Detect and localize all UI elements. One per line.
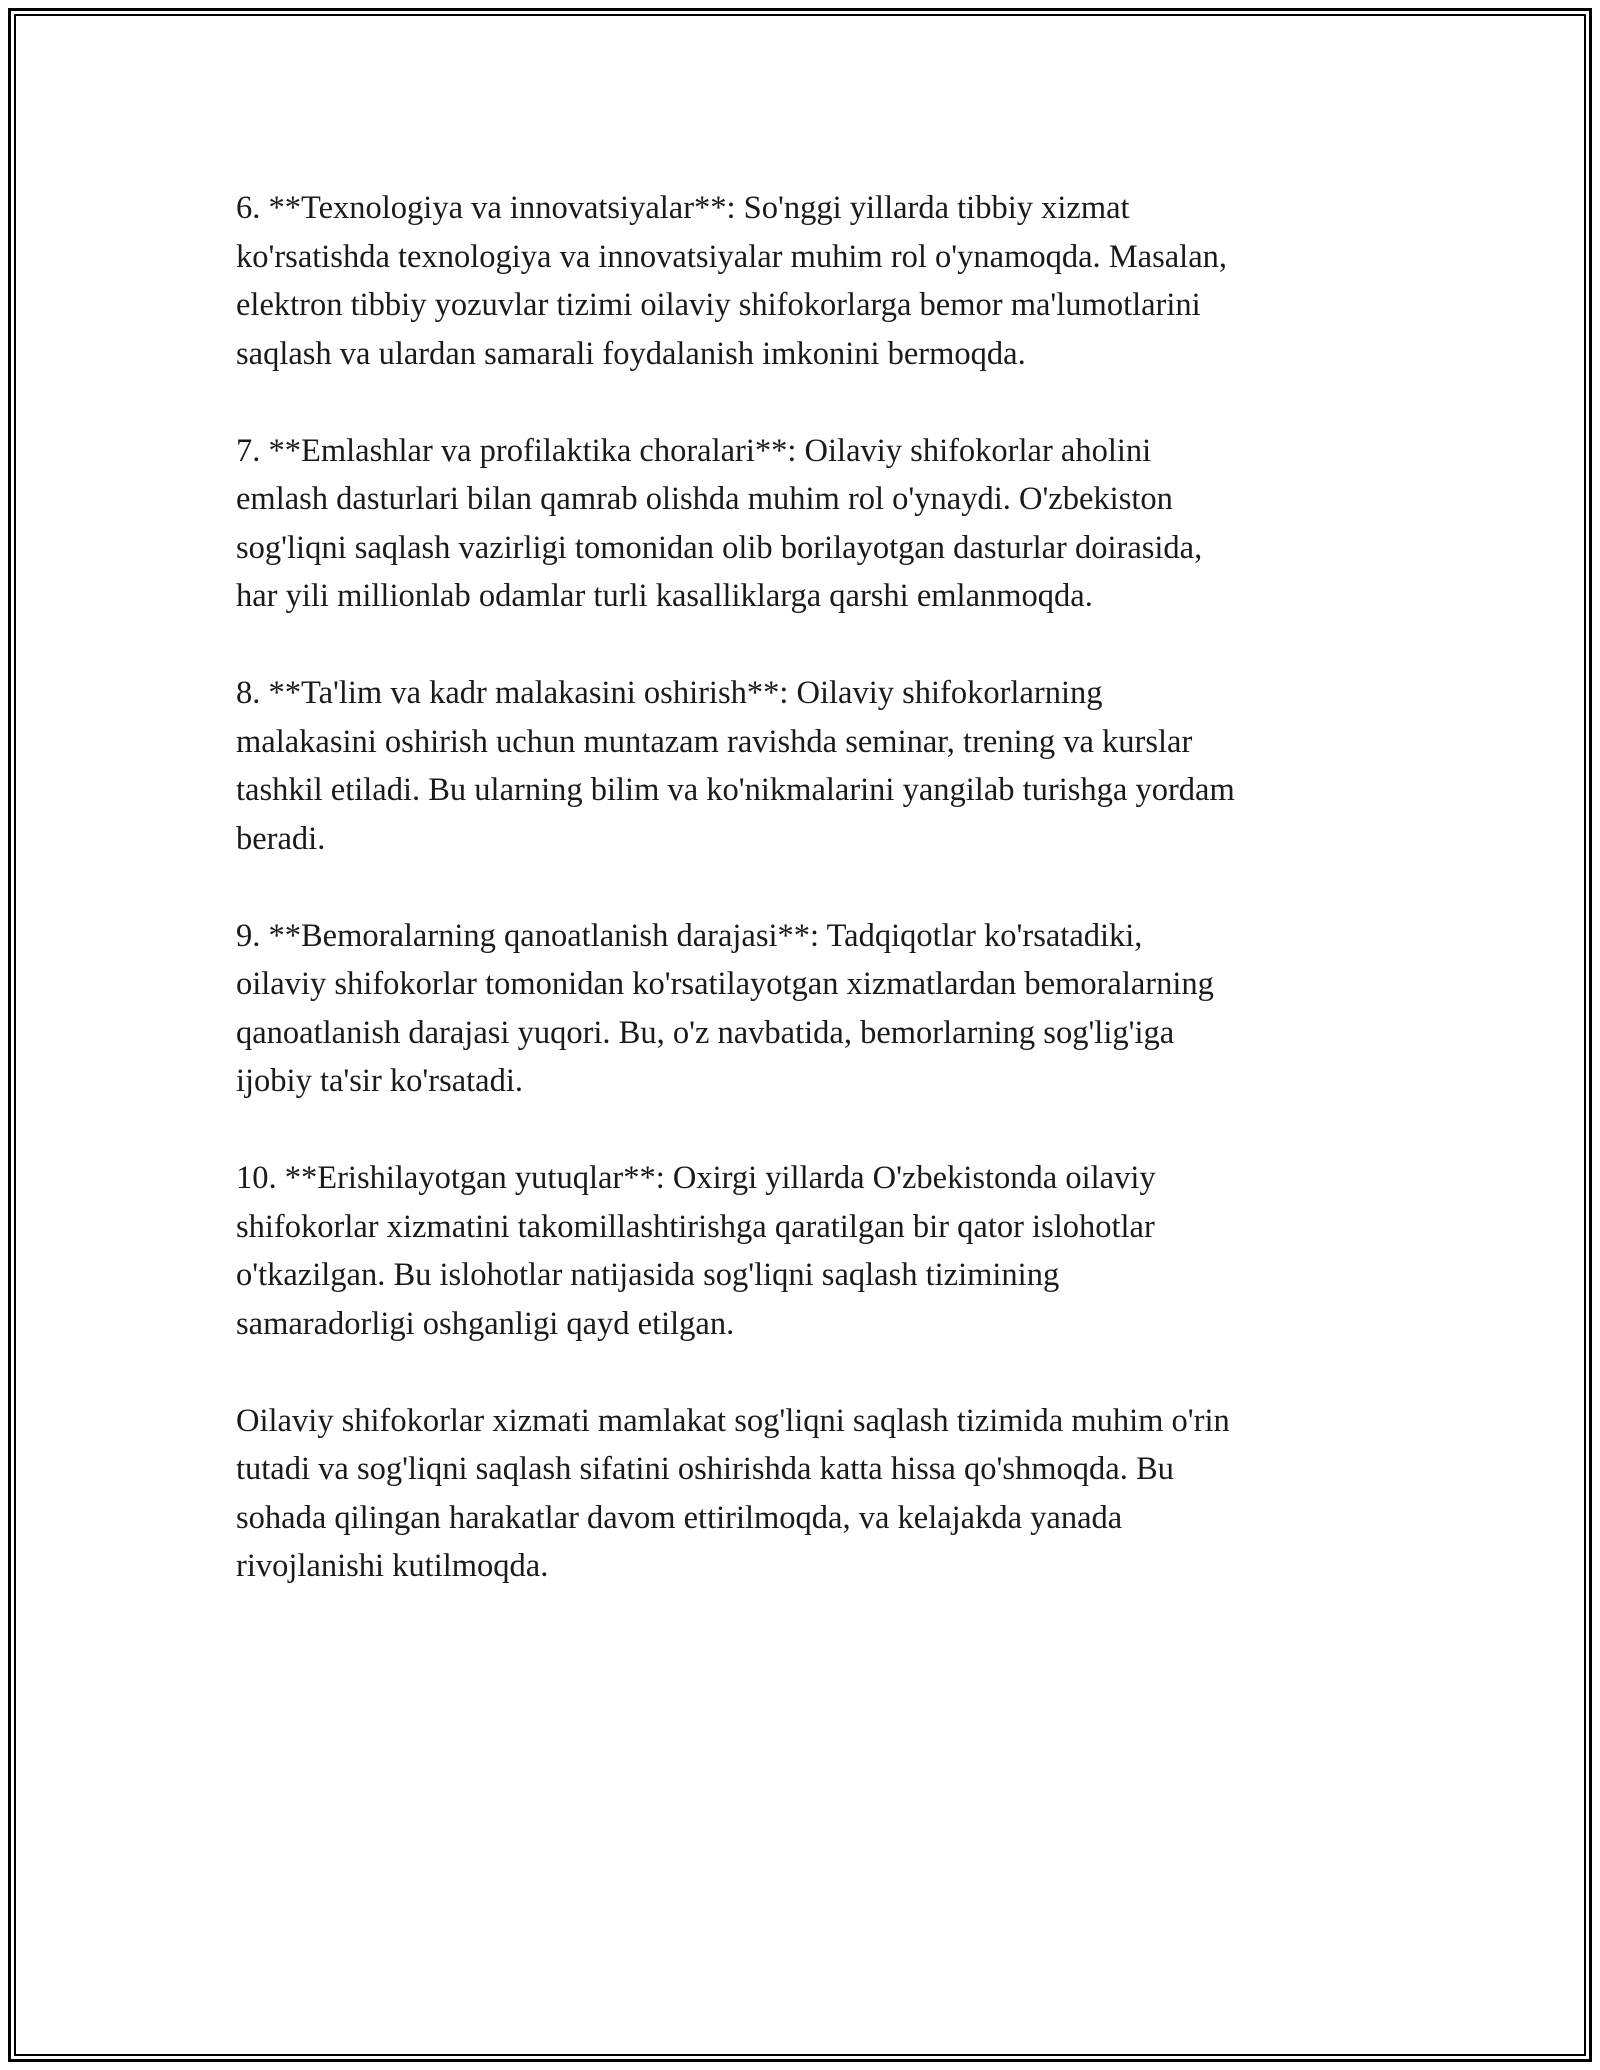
document-body (236, 184, 1376, 1639)
paragraph-conclusion: Oilaviy shifokorlar xizmati mamlakat sog'liqni saqlash tizimida muhim o'rin tutadi va sog'liqni saqlash sifatini oshirishda katta hissa qo'shmoqda. Bu sohada qilingan harakatlar davom ettirilmoqda, va kelajakda yanada rivojlanishi kutilmoqda. (236, 1402, 1230, 1584)
paragraph-technology: 6. **Texnologiya va innovatsiyalar**: So'nggi yillarda tibbiy xizmat ko'rsatishda texnologiya va innovatsiyalar muhim rol o'ynamoqda. Masalan, elektron tibbiy yozuvlar tizimi oilaviy shifokorlarga bemor ma'lumotlarini saqlash va ulardan samarali foydalanish imkonini bermoqda. (236, 190, 1228, 372)
paragraph-education: 8. **Ta'lim va kadr malakasini oshirish**: Oilaviy shifokorlarning malakasini oshirish uchun muntazam ravishda seminar, trening va kurslar tashkil etiladi. Bu ularning bilim va ko'nikmalarini yangilab turishga yordam beradi. (236, 675, 1235, 857)
paragraph-vaccination: 7. **Emlashlar va profilaktika choralari**: Oilaviy shifokorlar aholini emlash dasturlari bilan qamrab olishda muhim rol o'ynaydi. O'zbekiston sog'liqni saqlash vazirligi tomonidan olib borilayotgan dasturlar doirasida, har yili millionlab odamlar turli kasalliklarga qarshi emlanmoqda. (236, 432, 1203, 614)
paragraph-patient-satisfaction: 9. **Bemoralarning qanoatlanish darajasi**: Tadqiqotlar ko'rsatadiki, oilaviy shifokorlar tomonidan ko'rsatilayotgan xizmatlardan bemoralarning qanoatlanish darajasi yuqori. Bu, o'z navbatida, bemorlarning sog'lig'iga ijobiy ta'sir ko'rsatadi. (236, 917, 1214, 1099)
paragraph-achievements: 10. **Erishilayotgan yutuqlar**: Oxirgi yillarda O'zbekistonda oilaviy shifokorlar xizmatini takomillashtirishga qaratilgan bir qator islohotlar o'tkazilgan. Bu islohotlar natijasida sog'liqni saqlash tizimining samaradorligi oshganligi qayd etilgan. (236, 1160, 1156, 1342)
